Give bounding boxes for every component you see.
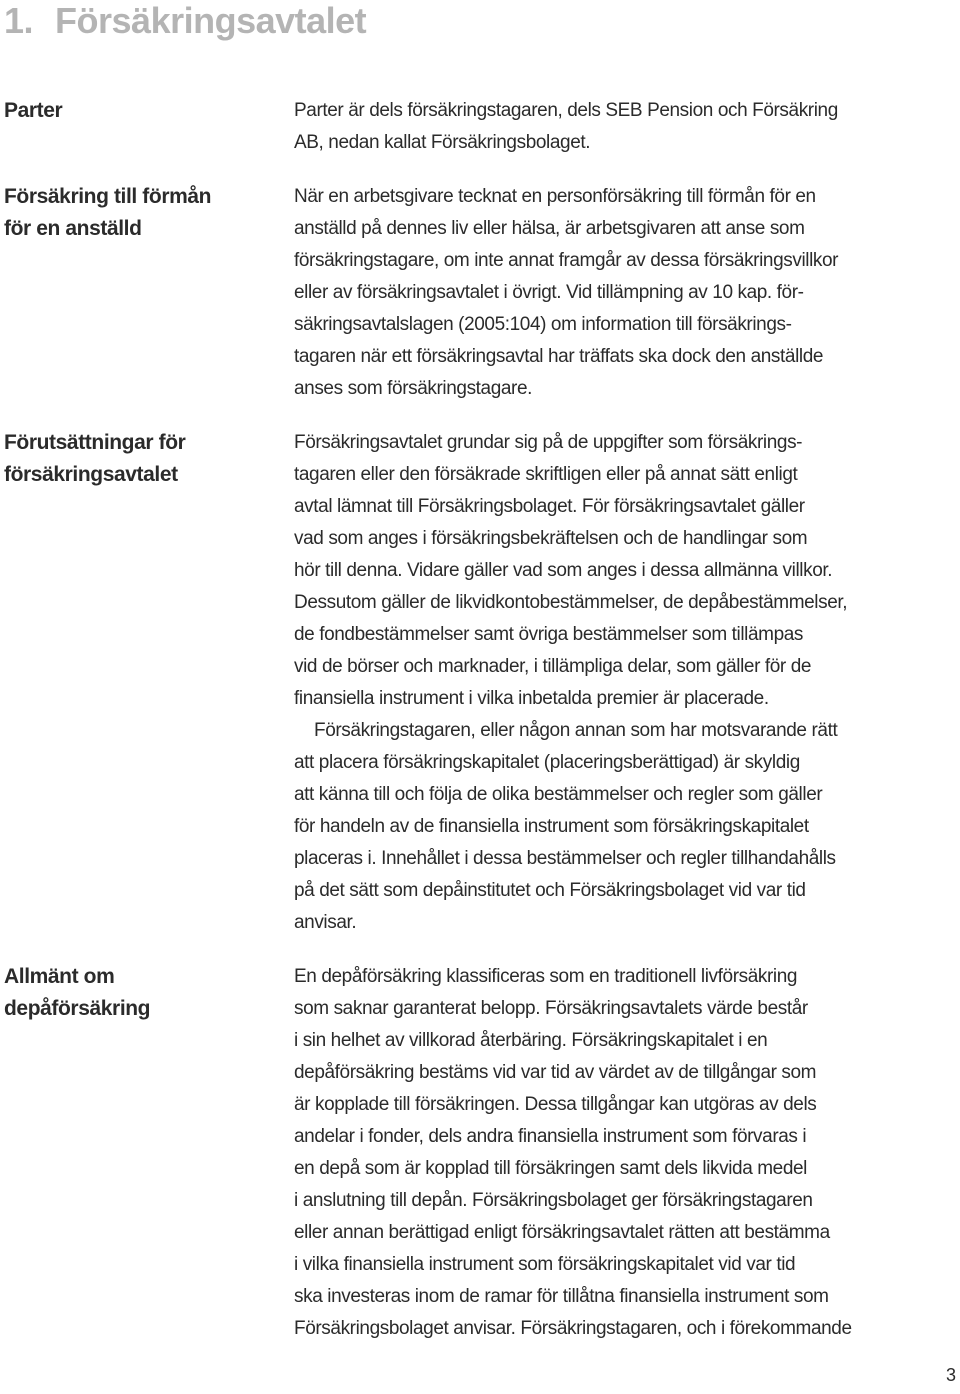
paragraph-line: En depåförsäkring klassificeras som en traditionell livförsäkring [294,966,798,987]
paragraph-line: hör till denna. Vidare gäller vad som anges i dessa allmänna villkor. [294,560,833,581]
section-label-line: Allmänt om [4,965,115,988]
paragraph-line: tagaren när ett försäkringsavtal har träffats ska dock den anställde [294,346,824,367]
paragraph-line: anvisar. [294,912,357,933]
paragraph-depa [294,961,934,1345]
section-label-depa [4,961,244,1025]
paragraph-line: i vilka finansiella instrument som försäkringskapitalet vid var tid [294,1254,796,1275]
section-label-line: Förutsättningar för [4,431,186,454]
paragraph-line: avtal lämnat till Försäkringsbolaget. För försäkringsavtalet gäller [294,496,805,517]
section-label-forman [4,181,244,245]
paragraph-forutsattningar [294,427,934,715]
section-label-line: försäkringsavtalet [4,463,178,486]
paragraph-line: vid de börser och marknader, i tillämpliga delar, som gäller för de [294,656,812,677]
paragraph-line: för handeln av de finansiella instrument som försäkringskapitalet [294,816,809,837]
paragraph-line: är kopplade till försäkringen. Dessa tillgångar kan utgöras av dels [294,1094,817,1115]
paragraph-line: en depå som är kopplad till försäkringen samt dels likvida medel [294,1158,808,1179]
paragraph-forutsattningar-2 [294,715,934,939]
paragraph-line: anställd på dennes liv eller hälsa, är arbetsgivaren att anse som [294,218,805,239]
section-label-forutsattningar [4,427,244,491]
paragraph-line: Försäkringsavtalet grundar sig på de uppgifter som försäkrings- [294,432,803,453]
paragraph-line: att känna till och följa de olika bestämmelser och regler som gäller [294,784,823,805]
paragraph-line: tagaren eller den försäkrade skriftligen eller på annat sätt enligt [294,464,798,485]
paragraph-line: försäkringstagare, om inte annat framgår av dessa försäkringsvillkor [294,250,839,271]
paragraph-line: depåförsäkring bestäms vid var tid av värdet av de tillgångar som [294,1062,817,1083]
chapter-title: Försäkringsavtalet [55,0,367,41]
paragraph-line: När en arbetsgivare tecknat en personförsäkring till förmån för en [294,186,816,207]
paragraph-line: placeras i. Innehållet i dessa bestämmelser och regler tillhandahålls [294,848,836,869]
page-number: 3 [946,1365,957,1385]
section-label-parter: Parter [4,99,63,122]
section-label-line: för en anställd [4,217,142,240]
paragraph-line: eller av försäkringsavtalet i övrigt. Vid tillämpning av 10 kap. för- [294,282,804,303]
paragraph-line: finansiella instrument i vilka inbetalda premier är placerade. [294,688,769,709]
chapter-number: 1. [4,0,34,41]
paragraph-line: andelar i fonder, dels andra finansiella instrument som förvaras i [294,1126,807,1147]
paragraph-line: att placera försäkringskapitalet (placeringsberättigad) är skyldig [294,752,800,773]
paragraph-parter [294,95,934,159]
section-label-line: depåförsäkring [4,997,151,1020]
paragraph-line: eller annan berättigad enligt försäkringsavtalet rätten att bestämma [294,1222,830,1243]
paragraph-line: ska investeras inom de ramar för tillåtna finansiella instrument som [294,1286,829,1307]
paragraph-forman [294,181,934,405]
paragraph-line: säkringsavtalslagen (2005:104) om information till försäkrings- [294,314,792,335]
paragraph-line: de fondbestämmelser samt övriga bestämmelser som tillämpas [294,624,804,645]
paragraph-line: anses som försäkringstagare. [294,378,533,399]
paragraph-line: Parter är dels försäkringstagaren, dels SEB Pension och Försäkring [294,100,838,121]
paragraph-line: AB, nedan kallat Försäkringsbolaget. [294,132,591,153]
paragraph-line: Försäkringsbolaget anvisar. Försäkringstagaren, och i förekommande [294,1318,852,1339]
paragraph-line: som saknar garanterat belopp. Försäkringsavtalets värde består [294,998,808,1019]
paragraph-line: i anslutning till depån. Försäkringsbolaget ger försäkringstagaren [294,1190,813,1211]
paragraph-line: på det sätt som depåinstitutet och Försäkringsbolaget vid var tid [294,880,806,901]
chapter-heading [4,0,366,42]
paragraph-line: vad som anges i försäkringsbekräftelsen och de handlingar som [294,528,808,549]
paragraph-line: Dessutom gäller de likvidkontobestämmelser, de depåbestämmelser, [294,592,848,613]
section-label-line: Försäkring till förmån [4,185,212,208]
paragraph-line: Försäkringstagaren, eller någon annan som har motsvarande rätt [314,720,838,741]
paragraph-line: i sin helhet av villkorad återbäring. Försäkringskapitalet i en [294,1030,768,1051]
